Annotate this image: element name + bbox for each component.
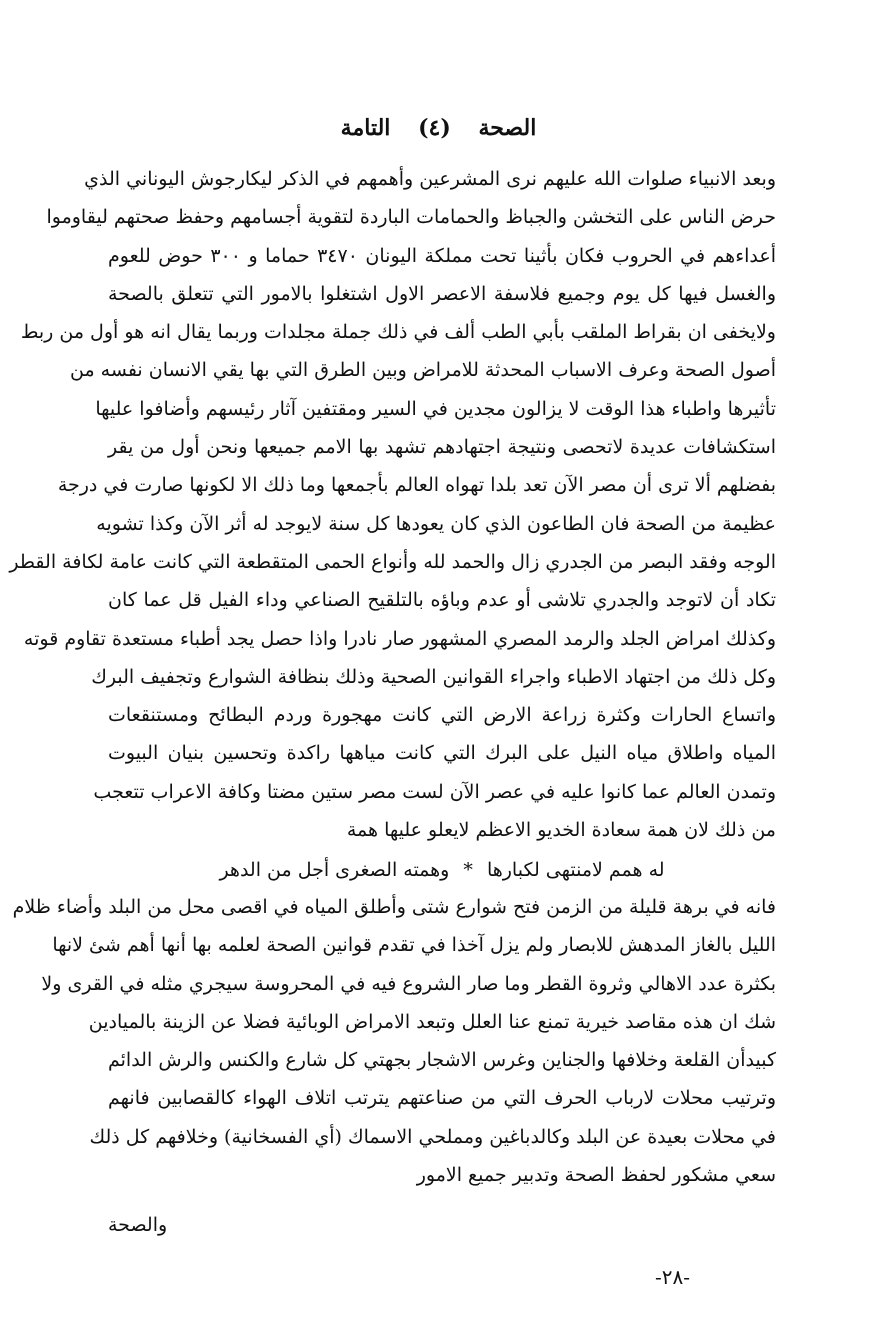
verse-first-hemistich: له همم لامنتهى لكبارها <box>486 859 665 881</box>
text-line: الليل بالغاز المدهش للابصار ولم يزل آخذا في تقدم قوانين الصحة لعلمه بها أنها أهم شئ لانها <box>52 934 776 957</box>
verse-second-hemistich: وهمته الصغرى أجل من الدهر <box>219 859 450 881</box>
text-line: كبيدأن القلعة وخلافها والجناين وغرس الاشجار بجهتي كل شارع والكنس والرش الدائم <box>108 1049 776 1072</box>
header-right-word: الصحة <box>478 115 537 141</box>
text-line: وكذلك امراض الجلد والرمد المصري المشهور صار نادرا واذا حصل يجد أطباء مستعدة تقاوم قوته <box>23 627 776 650</box>
catchword: والصحة <box>108 1214 168 1236</box>
text-line: واتساع الحارات وكثرة زراعة الارض التي كانت مهجورة وردم البطائح ومستنقعات <box>108 704 776 727</box>
text-line: تكاد أن لاتوجد والجدري تلاشى أو عدم وباؤه بالتلقيح الصناعي وداء الفيل قل عما كان <box>108 589 776 612</box>
text-line: في محلات بعيدة عن البلد وكالدباغين ومملحي الاسماك (أي الفسخانية) وخلافهم كل ذلك <box>89 1125 776 1148</box>
text-line: وترتيب محلات لارباب الحرف التي من صناعتهم يترتب اتلاف الهواء كالقصابين فانهم <box>108 1087 776 1110</box>
text-line: شك ان هذه مقاصد خيرية تمنع عنا العلل وتبعد الامراض الوبائية فضلا عن الزينة بالميادين <box>88 1010 776 1033</box>
paragraph-one <box>9 160 777 849</box>
text-line: المياه واطلاق مياه النيل على البرك التي كانت مياهها راكدة وتحسين بنيان البيوت <box>108 742 776 765</box>
text-line: استكشافات عديدة لاتحصى ونتيجة اجتهادهم تشهد بها الامم جميعها ونحن أول من يقر <box>108 436 776 459</box>
verse-separator: * <box>463 859 473 881</box>
text-line: وكل ذلك من اجتهاد الاطباء واجراء القوانين الصحية وذلك بنظافة الشوارع وتجفيف البرك <box>91 665 776 688</box>
text-line: وتمدن العالم عما كانوا عليه في عصر الآن لست مصر ستين مضتا وكافة الاعراب تتعجب <box>93 780 776 803</box>
text-line: من ذلك لان همة سعادة الخديو الاعظم لايعلو عليها همة <box>346 819 776 842</box>
text-line: تأثيرها واطباء هذا الوقت لا يزالون مجدين في السير ومقتفين آثار رئيسهم وأضافوا عليها <box>95 397 776 420</box>
text-line: والغسل فيها كل يوم وجميع فلاسفة الاعصر الاول اشتغلوا بالامور التي تتعلق بالصحة <box>108 282 776 305</box>
text-line: سعي مشكور لحفظ الصحة وتدبير جميع الامور <box>416 1164 776 1187</box>
text-line: أصول الصحة وعرف الاسباب المحدثة للامراض وبين الطرق التي بها يقي الانسان نفسه من <box>70 359 776 382</box>
paragraph-two <box>12 888 776 1194</box>
text-line: فانه في برهة قليلة من الزمن فتح شوارع شتى وأطلق المياه في اقصى محل من البلد وأضاء ظلام <box>12 896 776 918</box>
page-number: -٢٨- <box>655 1265 691 1289</box>
text-line: الوجه وفقد البصر من الجدري زال والحمد لله وأنواع الحمى المتقطعة التي كانت عامة لكافة القطر <box>9 550 776 573</box>
text-line: ولايخفى ان بقراط الملقب بأبي الطب ألف في ذلك جملة مجلدات وربما يقال انه هو أول من ربط <box>20 321 776 344</box>
text-line: عظيمة من الصحة فان الطاعون الذي كان يعودها كل سنة لايوجد له أثر الآن وكذا تشويه <box>96 512 776 535</box>
header-left-word: التامة <box>340 115 391 141</box>
text-line: بكثرة عدد الاهالي وثروة القطر وما صار الشروع فيه في المحروسة سيجري مثله في القرى ولا <box>41 972 776 995</box>
running-header <box>0 112 877 144</box>
verse-line <box>108 852 776 888</box>
text-line: وبعد الانبياء صلوات الله عليهم نرى المشرعين وأهمهم في الذكر ليكارجوش اليوناني الذي <box>84 168 776 190</box>
text-line: بفضلهم ألا ترى أن مصر الآن تعد بلدا تهواه العالم بأجمعها وما ذلك الا لكونها صارت في درجة <box>57 474 776 497</box>
text-line: حرض الناس على التخشن والجباظ والحمامات الباردة لتقوية أجسامهم وحفظ صحتهم ليقاوموا <box>46 206 776 229</box>
text-line: أعداءهم في الحروب فكان بأثينا تحت مملكة اليونان ٣٤٧٠ حماما و ٣٠٠ حوض للعوم <box>108 244 777 267</box>
header-page-marker: (٤) <box>418 115 451 141</box>
